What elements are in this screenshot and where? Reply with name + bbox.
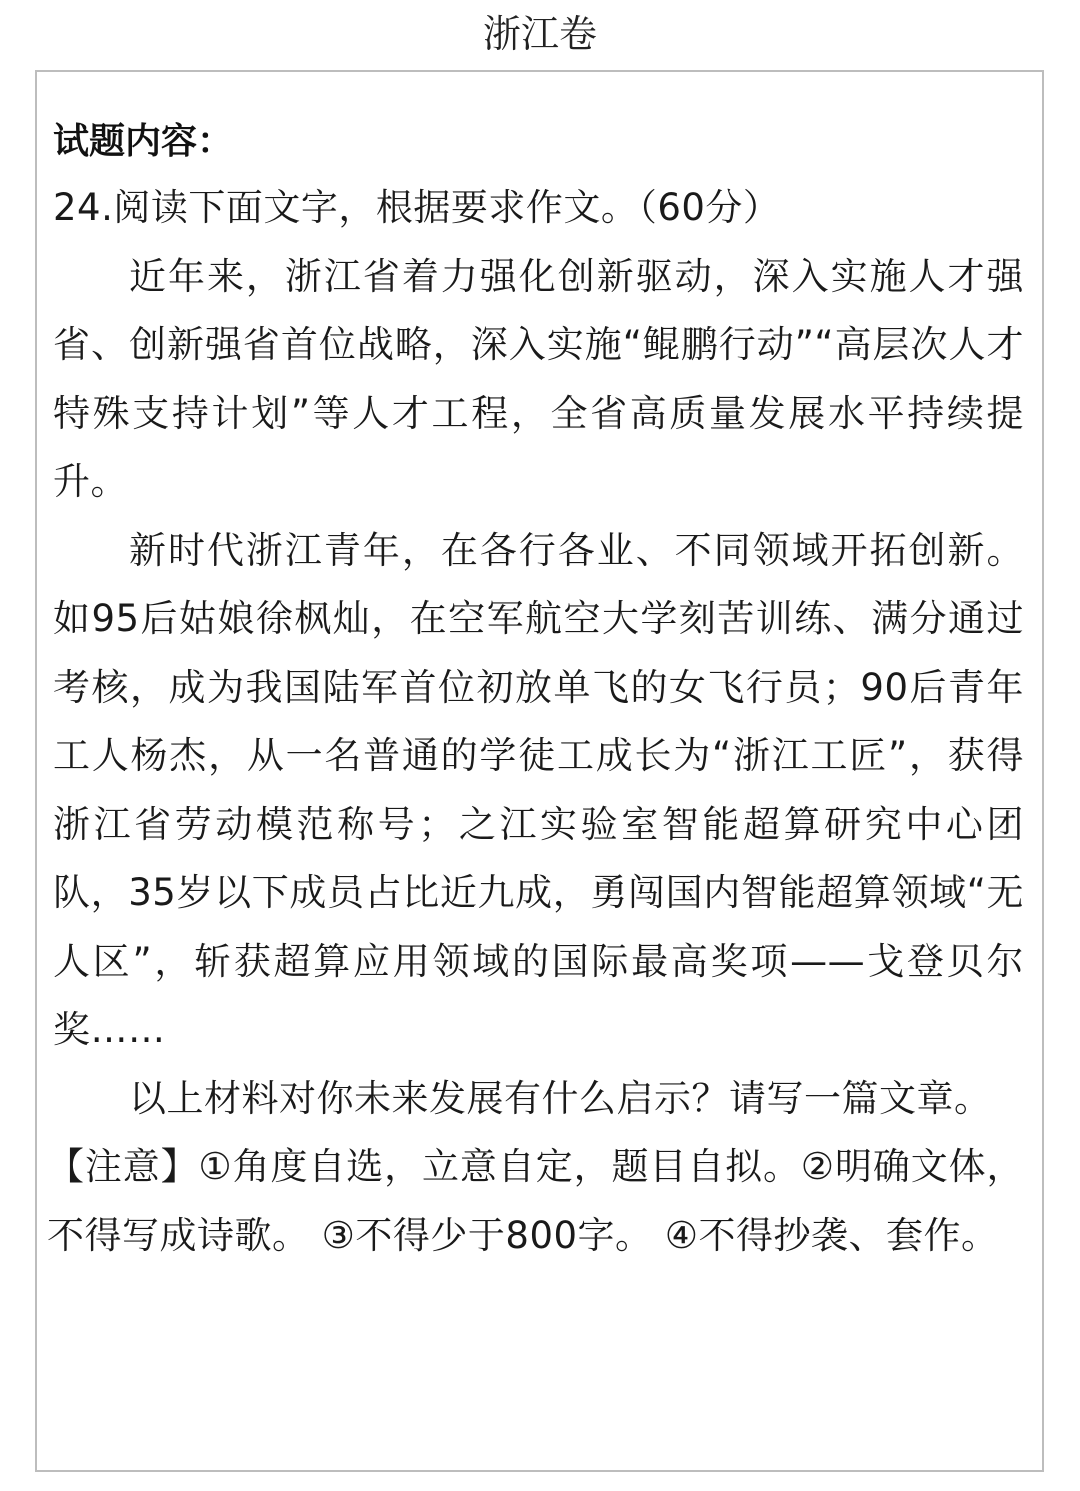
question-content-box bbox=[35, 70, 1044, 1472]
page-title: 浙江卷 bbox=[482, 12, 597, 56]
material-paragraph-2: 新时代浙江青年，在各行各业、不同领域开拓创新。如95后姑娘徐枫灿，在空军航空大学刻苦训练、满分通过考核，成为我国陆军首位初放单飞的女飞行员；90后青年工人杨杰，从一名普通的学徒工成长为“浙江工匠”，获得浙江省劳动模范称号；之江实验室智能超算研究中心团队，35岁以下成员占比近九成，勇闯国内智能超算领域“无人区”，斩获超算应用领域的国际最高奖项——戈登贝尔奖…… bbox=[53, 528, 1024, 1051]
question-prompt: 24.阅读下面文字，根据要求作文。（60分） bbox=[53, 186, 781, 229]
requirements-note: 【注意】①角度自选，立意自定，题目自拟。②明确文体，不得写成诗歌。 ③不得少于800字。 ④不得抄袭、套作。 bbox=[47, 1145, 1024, 1257]
material-paragraph-3: 以上材料对你未来发展有什么启示？请写一篇文章。 bbox=[129, 1076, 992, 1120]
material-paragraph-1: 近年来，浙江省着力强化创新驱动，深入实施人才强省、创新强省首位战略，深入实施“鲲鹏行动”“高层次人才特殊支持计划”等人才工程，全省高质量发展水平持续提升。 bbox=[53, 254, 1024, 503]
content-heading: 试题内容： bbox=[53, 121, 234, 162]
